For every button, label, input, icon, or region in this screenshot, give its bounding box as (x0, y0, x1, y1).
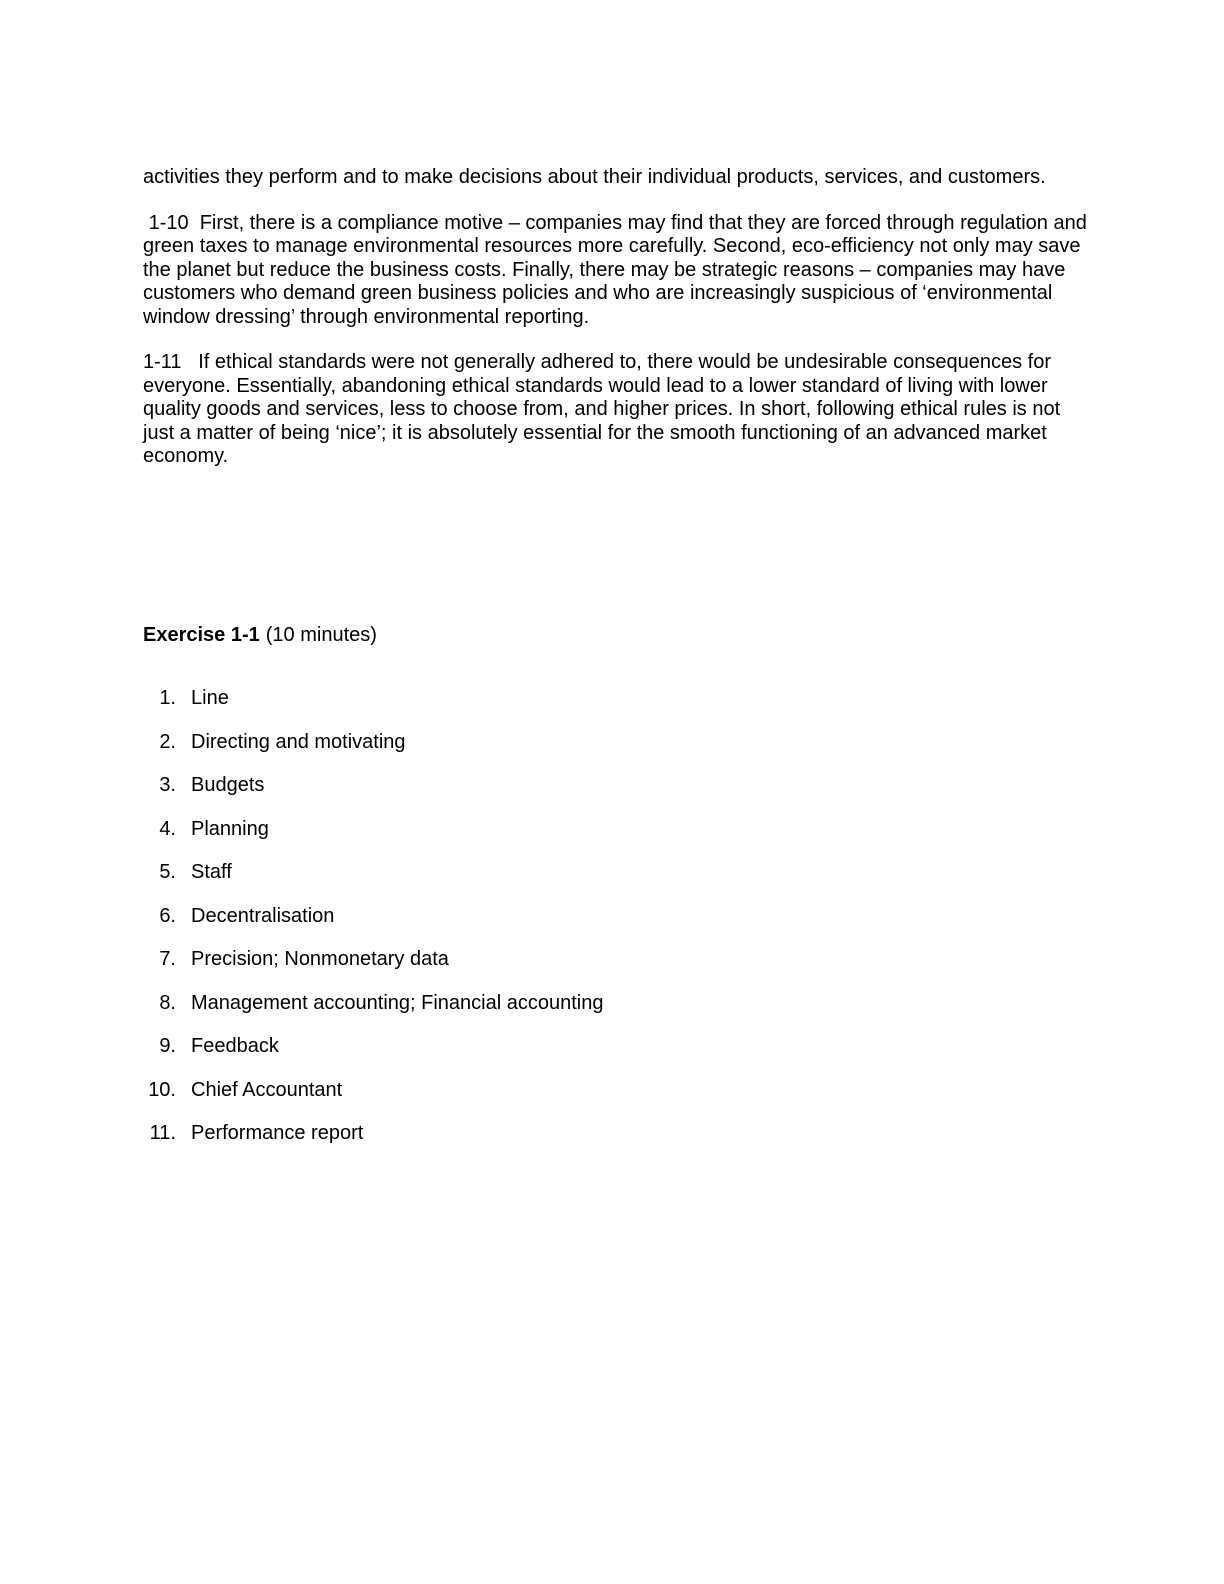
list-item (143, 731, 1088, 755)
paragraph-answer-1-10: 1-10 First, there is a compliance motive – companies may find that they are forced through regulation and green taxes to manage environmental resources more carefully. Second, eco-efficiency not only may save the planet but reduce the business costs. Finally, there may be strategic reasons – companies may have customers who demand green business policies and who are increasingly suspicious of ‘environmental window dressing’ through environmental reporting. (143, 211, 1093, 328)
item-text: Performance report (191, 1122, 364, 1144)
item-text: Staff (191, 861, 232, 883)
list-item (143, 1035, 1088, 1059)
list-item (143, 905, 1088, 929)
paragraph-answer-1-11: 1-11 If ethical standards were not generally adhered to, there would be undesirable consequences for everyone. Essentially, abandoning ethical standards would lead to a lower standard of living with lower quality goods and services, less to choose from, and higher prices. In short, following ethical rules is not just a matter of being ‘nice’; it is absolutely essential for the smooth functioning of an advanced market economy. (143, 351, 1066, 467)
list-item (143, 818, 1088, 842)
list-item (143, 1122, 1088, 1146)
list-item (143, 774, 1088, 798)
item-text: Precision; Nonmonetary data (191, 948, 449, 970)
list-item (143, 992, 1088, 1016)
exercise-time-estimate: (10 minutes) (265, 623, 377, 646)
item-text: Directing and motivating (191, 730, 406, 753)
exercise-title: Exercise 1-1 (143, 623, 260, 646)
list-item (143, 1079, 1088, 1103)
answer-list (143, 687, 1088, 1146)
item-number: 3. (159, 774, 176, 796)
item-text: Management accounting; Financial accounting (191, 991, 604, 1014)
item-number: 2. (159, 730, 176, 753)
list-item (143, 687, 1088, 711)
item-number: 9. (159, 1035, 176, 1057)
item-number: 5. (159, 861, 176, 883)
item-number: 7. (159, 948, 176, 970)
item-text: Line (191, 687, 229, 709)
item-text: Planning (191, 817, 269, 840)
list-item (143, 861, 1088, 885)
item-text: Decentralisation (191, 904, 335, 927)
item-text: Budgets (191, 774, 265, 796)
item-text: Chief Accountant (191, 1078, 343, 1101)
item-number: 10. (148, 1078, 176, 1101)
paragraph-intro-continuation: activities they perform and to make decisions about their individual products, services, and customers. (143, 166, 1046, 188)
item-number: 6. (159, 904, 176, 927)
item-number: 1. (159, 687, 176, 709)
list-item (143, 948, 1088, 972)
item-text: Feedback (191, 1035, 279, 1057)
page-content (143, 166, 1093, 1166)
exercise-heading (143, 624, 1088, 648)
item-number: 8. (159, 991, 176, 1014)
item-number: 11. (149, 1122, 176, 1144)
item-number: 4. (159, 817, 176, 840)
